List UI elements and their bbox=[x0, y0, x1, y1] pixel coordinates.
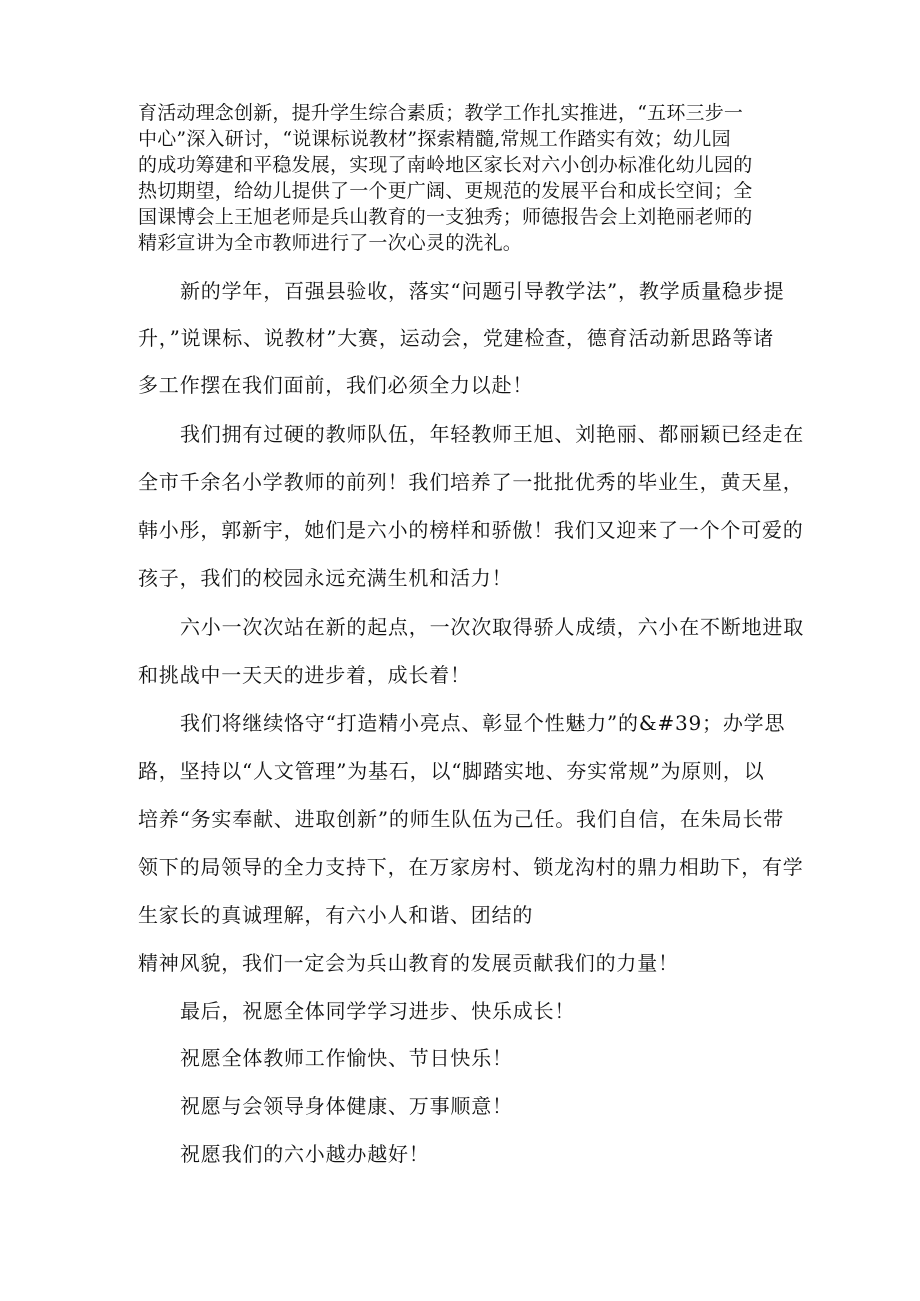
paragraph-1-line-6: 精彩宣讲为全市教师进行了一次心灵的洗礼。 bbox=[138, 232, 523, 254]
paragraph-1-line-4: 热切期望，给幼儿提供了一个更广阔、更规范的发展平台和成长空间；全 bbox=[138, 180, 753, 202]
paragraph-3-line-3: 韩小彤，郭新宇，她们是六小的榜样和骄傲！我们又迎来了一个个可爱的 bbox=[138, 518, 804, 542]
paragraph-5-line-4: 领下的局领导的全力支持下，在万家房村、锁龙沟村的鼎力相助下，有学 bbox=[138, 855, 804, 879]
paragraph-1-line-1: 育活动理念创新，提升学生综合素质；教学工作扎实推进，“五环三步一 bbox=[138, 102, 744, 124]
paragraph-5-line-3: 培养“务实奉献、进取创新”的师生队伍为己任。我们自信，在朱局长带 bbox=[138, 807, 785, 831]
closing-line-1: 最后，祝愿全体同学学习进步、快乐成长！ bbox=[180, 999, 576, 1023]
paragraph-3-line-1: 我们拥有过硬的教师队伍，年轻教师王旭、刘艳丽、都丽颖已经走在 bbox=[180, 422, 804, 446]
paragraph-1-line-2: 中心”深入研讨，“说课标说教材”探索精髓,常规工作踏实有效；幼儿园 bbox=[138, 128, 731, 150]
paragraph-1-line-3: 的成功筹建和平稳发展，实现了南岭地区家长对六小创办标准化幼儿园的 bbox=[138, 154, 753, 176]
paragraph-2-line-1: 新的学年，百强县验收，落实“问题引导教学法”，教学质量稳步提 bbox=[180, 279, 785, 303]
paragraph-5-line-5: 生家长的真诚理解，有六小人和谐、团结的 bbox=[138, 903, 534, 927]
closing-line-2: 祝愿全体教师工作愉快、节日快乐！ bbox=[180, 1046, 513, 1070]
paragraph-2-line-3: 多工作摆在我们面前，我们必须全力以赴！ bbox=[138, 373, 534, 397]
paragraph-5-line-2: 路，坚持以“人文管理”为基石，以“脚踏实地、夯实常规”为原则，以 bbox=[138, 759, 765, 783]
paragraph-4-line-1: 六小一次次站在新的起点，一次次取得骄人成绩，六小在不断地进取 bbox=[180, 615, 804, 639]
paragraph-3-line-4: 孩子，我们的校园永远充满生机和活力！ bbox=[138, 566, 513, 590]
paragraph-1-line-5: 国课博会上王旭老师是兵山教育的一支独秀；师德报告会上刘艳丽老师的 bbox=[138, 206, 753, 228]
paragraph-2-line-2: 升，”说课标、说教材”大赛，运动会，党建检查，德育活动新思路等诸 bbox=[138, 326, 775, 350]
paragraph-5-line-6: 精神风貌，我们一定会为兵山教育的发展贡献我们的力量！ bbox=[138, 951, 679, 975]
paragraph-5-line-1: 我们将继续恪守“打造精小亮点、彰显个性魅力”的&#39；办学思 bbox=[180, 711, 786, 735]
closing-line-3: 祝愿与会领导身体健康、万事顺意！ bbox=[180, 1094, 513, 1118]
paragraph-4-line-2: 和挑战中一天天的进步着，成长着！ bbox=[138, 663, 471, 687]
closing-line-4: 祝愿我们的六小越办越好！ bbox=[180, 1142, 430, 1166]
paragraph-3-line-2: 全市千余名小学教师的前列！我们培养了一批批优秀的毕业生，黄天星， bbox=[138, 470, 804, 494]
